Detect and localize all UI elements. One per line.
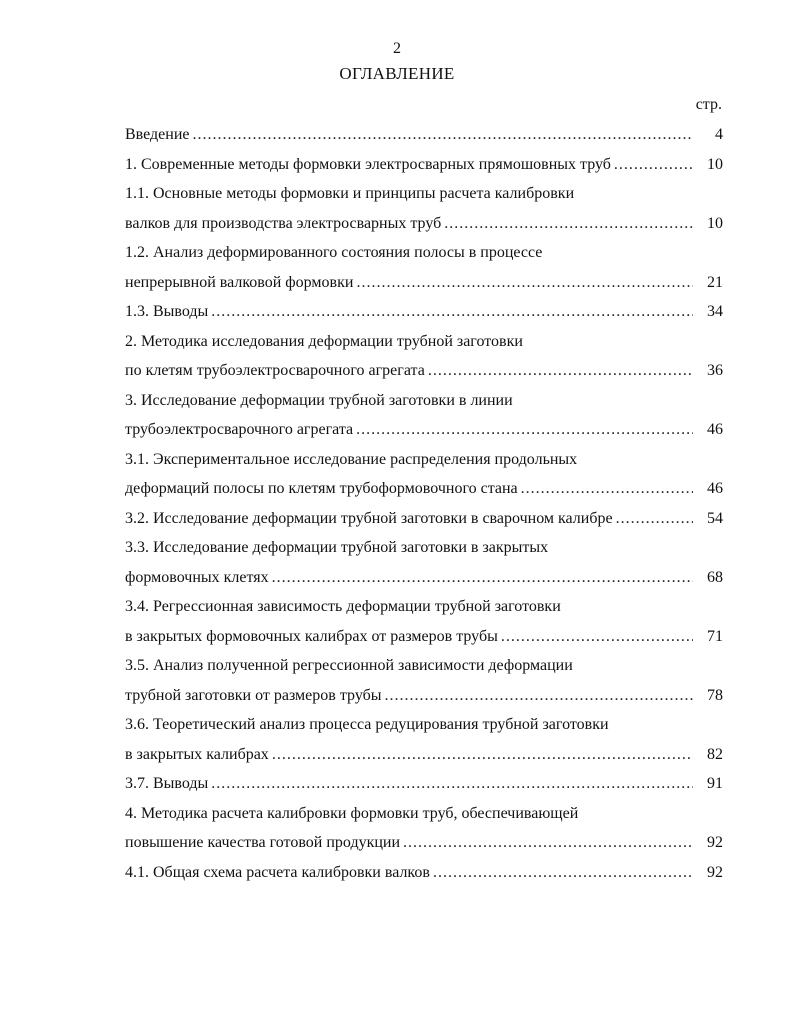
toc-leader-dots [208, 297, 693, 327]
toc-entry-text: 3.2. Исследование деформации трубной заготовки в сварочном калибре [125, 509, 613, 527]
toc-page-number: 78 [707, 686, 723, 704]
toc-entry [125, 651, 723, 681]
toc-entry-continuation [125, 828, 723, 858]
toc-entry-text: повышение качества готовой продукции [125, 834, 401, 851]
toc-entry [125, 327, 723, 357]
toc-entry [125, 445, 723, 475]
toc-page-number: 21 [707, 273, 723, 291]
toc-page-number: 92 [707, 863, 723, 881]
toc-entry-continuation [125, 474, 723, 504]
toc-entry [125, 120, 723, 150]
toc-leader-dots [190, 120, 694, 150]
toc-entry-continuation [125, 563, 723, 593]
toc-entry [125, 592, 723, 622]
toc-leader-dots [353, 415, 693, 445]
toc-entry-continuation [125, 740, 723, 770]
toc-entry [125, 238, 723, 268]
toc-entry-text: 3.3. Исследование деформации трубной заготовки в закрытых [125, 539, 549, 556]
toc-leader-dots [400, 828, 693, 858]
toc-entry-text: формовочных клетях [125, 568, 269, 586]
toc-entry-text: трубоэлектросварочного агрегата [125, 421, 354, 438]
toc-entry [125, 799, 723, 829]
toc-entry-continuation [125, 356, 723, 386]
toc-entry-text: 3.7. Выводы [125, 775, 209, 792]
toc-page-number: 34 [707, 303, 723, 320]
toc-leader-dots [269, 740, 693, 770]
toc-page-number: 68 [707, 568, 723, 586]
toc-leader-dots [613, 504, 693, 534]
toc-entry-text: 4.1. Общая схема расчета калибровки валков [125, 863, 430, 881]
toc-entry [125, 858, 723, 888]
toc-entry-text: в закрытых формовочных калибрах от размеров трубы [125, 627, 498, 645]
toc-entry-text: деформаций полосы по клетям трубоформовочного стана [125, 480, 518, 497]
toc-entry-text: 1.1. Основные методы формовки и принципы расчета калибровки [125, 185, 575, 202]
toc-leader-dots [441, 209, 693, 239]
toc-page-number: 82 [707, 745, 723, 763]
toc-leader-dots [498, 622, 693, 652]
toc-entry-continuation [125, 209, 723, 239]
toc-leader-dots [425, 356, 693, 386]
page-column-header: стр. [695, 96, 722, 113]
toc-entry-text: 1.3. Выводы [125, 303, 209, 320]
toc-entry-text: 2. Методика исследования деформации трубной заготовки [125, 332, 523, 350]
toc-entry-continuation [125, 268, 723, 298]
toc-page-number: 46 [707, 421, 723, 438]
toc-entry-continuation [125, 681, 723, 711]
toc-page-number: 54 [707, 509, 723, 527]
toc-page-number: 4 [715, 126, 723, 143]
table-of-contents [125, 120, 723, 887]
toc-page-number: 10 [707, 214, 723, 232]
toc-entry-text: трубной заготовки от размеров трубы [125, 686, 382, 704]
toc-entry-text: 3.5. Анализ полученной регрессионной зависимости деформации [125, 657, 573, 674]
toc-entry [125, 710, 723, 740]
toc-leader-dots [353, 268, 693, 298]
toc-page-number: 36 [707, 362, 723, 379]
toc-entry-text: 3. Исследование деформации трубной заготовки в линии [125, 391, 513, 409]
toc-entry-text: в закрытых калибрах [125, 745, 269, 763]
toc-entry-text: 1.2. Анализ деформированного состояния полосы в процессе [125, 244, 543, 261]
toc-page-number: 92 [707, 834, 723, 851]
toc-entry [125, 179, 723, 209]
toc-leader-dots [269, 563, 693, 593]
toc-page-number: 10 [707, 155, 723, 173]
toc-leader-dots [430, 858, 693, 888]
toc-entry-text: по клетям трубоэлектросварочного агрегата [125, 362, 425, 379]
page-title: ОГЛАВЛЕНИЕ [339, 64, 455, 83]
toc-entry [125, 150, 723, 180]
toc-leader-dots [208, 769, 693, 799]
toc-page-number: 46 [707, 480, 723, 497]
toc-entry [125, 533, 723, 563]
toc-entry-continuation [125, 415, 723, 445]
toc-entry [125, 504, 723, 534]
toc-page-number: 91 [707, 775, 723, 792]
toc-entry-text: непрерывной валковой формовки [125, 273, 354, 291]
toc-entry-text: 3.6. Теоретический анализ процесса редуцирования трубной заготовки [125, 716, 609, 733]
toc-entry-text: валков для производства электросварных труб [125, 214, 442, 232]
toc-leader-dots [518, 474, 693, 504]
toc-entry-text: 3.4. Регрессионная зависимость деформации трубной заготовки [125, 598, 561, 615]
toc-entry-text: Введение [125, 126, 190, 143]
toc-entry-text: 3.1. Экспериментальное исследование распределения продольных [125, 450, 578, 468]
toc-leader-dots [382, 681, 694, 711]
toc-entry-text: 4. Методика расчета калибровки формовки труб, обеспечивающей [125, 804, 579, 822]
toc-entry-text: 1. Современные методы формовки электросварных прямошовных труб [125, 155, 611, 173]
toc-entry [125, 769, 723, 799]
toc-entry [125, 386, 723, 416]
toc-page-number: 71 [707, 627, 723, 645]
toc-entry-continuation [125, 622, 723, 652]
toc-leader-dots [611, 150, 693, 180]
page-number: 2 [393, 40, 401, 57]
toc-entry [125, 297, 723, 327]
